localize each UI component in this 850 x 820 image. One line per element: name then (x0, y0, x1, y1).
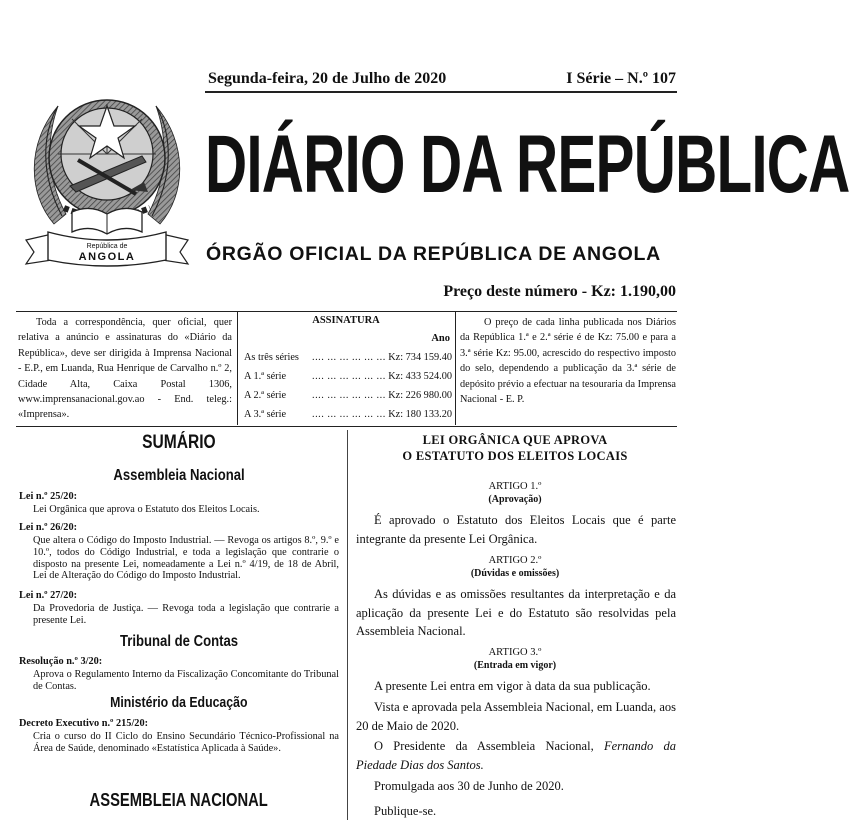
article-name: (Entrada em vigor) (473, 660, 557, 671)
subscription-row-value: Kz: 226 980.00 (388, 390, 452, 401)
article-number: ARTIGO 1.º (488, 481, 542, 492)
president-signature (356, 737, 676, 774)
summary-entry-title: Lei n.º 27/20: (19, 590, 78, 601)
article-name: (Aprovação) (488, 494, 542, 505)
section-heading-text: Tribunal de Contas (119, 633, 239, 650)
bottom-heading-text: ASSEMBLEIA NACIONAL (89, 790, 269, 810)
issue-price: Preço deste número - Kz: 1.190,00 (443, 283, 676, 300)
angola-coat-of-arms-icon (18, 74, 196, 270)
column-divider (347, 430, 348, 820)
subscription-heading: ASSINATURA (312, 315, 380, 326)
subscription-row-dots: .... ... ... ... ... ... (312, 409, 386, 420)
article-text: As dúvidas e as omissões resultantes da interpretação e da aplicação da presente Lei e do Estatuto são resolvidas pela Assembleia Nacional. (356, 587, 676, 638)
info-box-divider (455, 311, 456, 425)
subscription-year-label: Ano (431, 333, 450, 344)
approval-statement: Vista e aprovada pela Assembleia Nacional, em Luanda, aos 20 de Maio de 2020. (356, 700, 676, 733)
section-heading-ministerio (16, 694, 342, 712)
summary-entry-body: Que altera o Código do Imposto Industrial. — Revoga os artigos 8.º, 9.º e 10.º, todos do Código Industrial, e toda a legislação que contrarie o disposto na presente Lei, nomeadamente a Lei n.º 4/19, de 18 de Abril, Lei de Alteração do Código do Imposto Industrial. (33, 535, 339, 582)
article-number: ARTIGO 2.º (488, 555, 542, 566)
president-name: Fernando da Piedade Dias dos Santos. (356, 739, 676, 772)
section-heading-tribunal (16, 633, 342, 651)
assembleia-nacional-heading (16, 790, 342, 811)
subscription-row-dots: .... ... ... ... ... ... (312, 352, 386, 363)
subscription-row-label: A 1.ª série (244, 371, 287, 382)
summary-entry-title: Lei n.º 26/20: (19, 522, 78, 533)
subscription-row-label: As três séries (244, 352, 299, 363)
publication-subtitle: ÓRGÃO OFICIAL DA REPÚBLICA DE ANGOLA (206, 243, 661, 265)
summary-heading (16, 432, 342, 454)
emblem-label-small: República de (86, 243, 128, 250)
law-title-line: LEI ORGÂNICA QUE APROVA (422, 433, 608, 447)
subscription-row-value: Kz: 433 524.00 (388, 371, 452, 382)
article-name: (Dúvidas e omissões) (470, 568, 560, 579)
subscription-row-label: A 3.ª série (244, 409, 287, 420)
issue-date: Segunda-feira, 20 de Julho de 2020 (208, 70, 447, 87)
subscription-row-value: Kz: 734 159.40 (388, 352, 452, 363)
article-number: ARTIGO 3.º (488, 647, 542, 658)
subscription-row-label: A 2.ª série (244, 390, 287, 401)
info-box-divider (237, 311, 238, 425)
summary-entry-title: Decreto Executivo n.º 215/20: (19, 718, 149, 729)
summary-entry-body: Aprova o Regulamento Interno da Fiscalização Concomitante do Tribunal de Contas. (33, 669, 339, 692)
emblem-label-big: ANGOLA (78, 251, 136, 263)
issue-series-number: I Série – N.º 107 (566, 70, 676, 87)
law-title (352, 432, 678, 464)
article-text: É aprovado o Estatuto dos Eleitos Locais que é parte integrante da presente Lei Orgânica. (356, 513, 676, 546)
publish-statement: Publique-se. (374, 804, 437, 818)
summary-entry-body: Cria o curso do II Ciclo do Ensino Secundário Técnico-Profissional na Área de Saúde, denominado «Estatística Aplicada à Saúde». (33, 731, 339, 754)
president-prefix: O Presidente da Assembleia Nacional, (374, 739, 604, 753)
subscription-row-value: Kz: 180 133.20 (388, 409, 452, 420)
publication-title: DIÁRIO DA REPÚBLICA (205, 119, 850, 210)
promulgation-statement: Promulgada aos 30 de Junho de 2020. (374, 779, 564, 793)
subscription-row-dots: .... ... ... ... ... ... (312, 390, 386, 401)
article-text: A presente Lei entra em vigor à data da sua publicação. (374, 679, 651, 693)
law-title-line: O ESTATUTO DOS ELEITOS LOCAIS (402, 449, 628, 463)
section-heading-text: Ministério da Educação (110, 694, 248, 711)
summary-entry-title: Lei n.º 25/20: (19, 491, 78, 502)
summary-entry-body: Lei Orgânica que aprova o Estatuto dos Eleitos Locais. (33, 504, 260, 515)
summary-entry-body: Da Provedoria de Justiça. — Revoga toda a legislação que contrarie a presente Lei. (33, 603, 339, 626)
summary-entry-title: Resolução n.º 3/20: (19, 656, 103, 667)
subscription-row-dots: .... ... ... ... ... ... (312, 371, 386, 382)
line-price-note: O preço de cada linha publicada nos Diários da República 1.ª e 2.ª série é de Kz: 75.00 e para a 3.ª série Kz: 95.00, acrescido do respectivo imposto do selo, dependendo a publicação da 3.ª série de depósito prévio a efectuar na tesouraria da Imprensa Nacional - E. P. (460, 317, 676, 406)
section-heading-assembleia (16, 467, 342, 485)
section-heading-text: Assembleia Nacional (113, 467, 245, 484)
summary-heading-text: SUMÁRIO (142, 432, 216, 453)
correspondence-note: Toda a correspondência, quer oficial, quer relativa a anúncio e assinaturas do «Diário da República», deve ser dirigida à Imprensa Nacional - E.P., em Luanda, Rua Henrique de Carvalho n.º 2, Cidade Alta, Caixa Postal 1306, www.imprensanacional.gov.ao - End. teleg.: «Imprensa». (18, 317, 232, 421)
